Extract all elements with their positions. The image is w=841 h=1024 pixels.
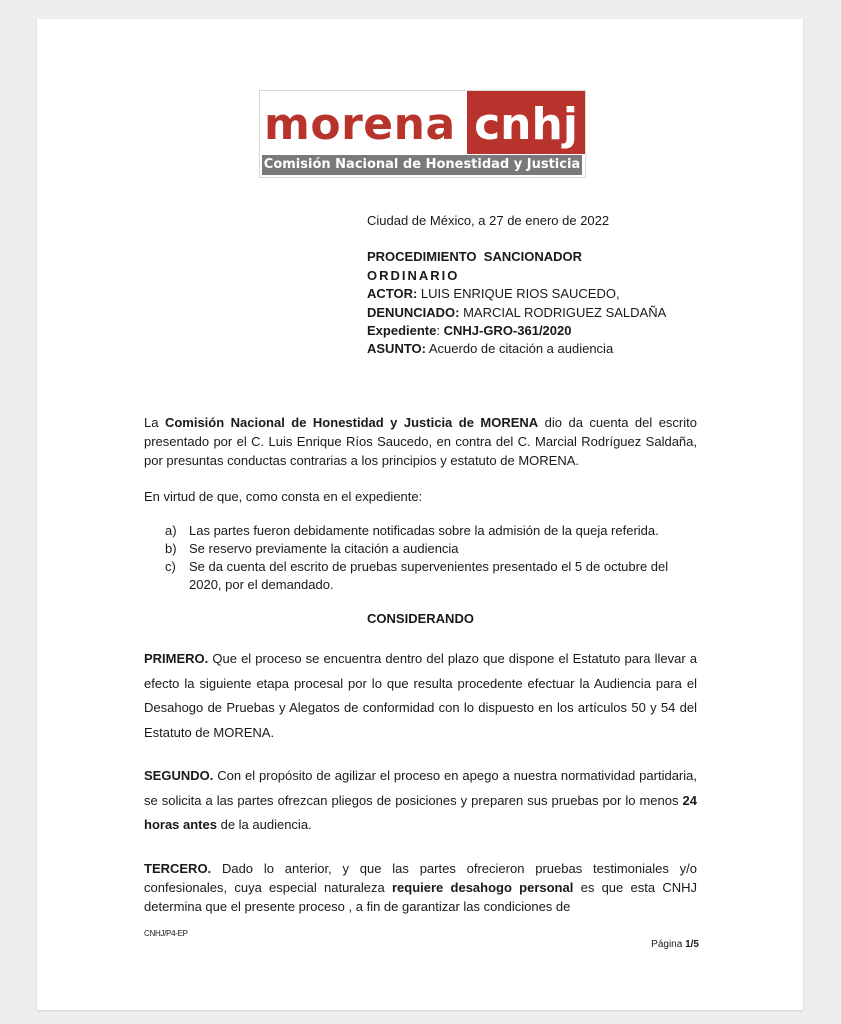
virtud-paragraph: En virtud de que, como consta en el expediente: [144, 489, 423, 504]
logo-word-cnhj: cnhj [474, 99, 578, 150]
intro-paragraph [144, 413, 697, 470]
intro-prefix: La [144, 415, 165, 430]
primero-paragraph [144, 647, 697, 745]
procedure-line-1: PROCEDIMIENTO SANCIONADOR [367, 249, 582, 265]
actor-label: ACTOR: [367, 286, 418, 302]
cnhj-logo [259, 90, 586, 178]
page-label: Página [651, 939, 686, 950]
list-text: Las partes fueron debidamente notificadas sobre la admisión de la queja referida. [189, 523, 659, 538]
list-item [165, 540, 697, 558]
asunto-line [367, 340, 666, 358]
expediente-value: CNHJ-GRO-361/2020 [443, 323, 572, 339]
denunciado-label: DENUNCIADO: [367, 304, 460, 320]
primero-label: PRIMERO. [144, 651, 209, 666]
tercero-text-1: Dado lo anterior, y que las partes ofrecieron pruebas testimoniales y/o confesionales, cuya especial naturaleza [144, 861, 697, 895]
segundo-label: SEGUNDO. [144, 768, 214, 783]
expediente-label: Expediente [367, 323, 437, 339]
segundo-bold: 24 horas antes [144, 792, 697, 832]
logo-word-morena: morena [264, 99, 456, 150]
intro-bold: Comisión Nacional de Honestidad y Justicia de MORENA [164, 415, 539, 430]
list-text: Se da cuenta del escrito de pruebas supervenientes presentado el 5 de octubre del 2020, por el demandado. [189, 559, 669, 592]
tercero-bold: requiere desahogo personal [391, 880, 574, 895]
list-text: Se reservo previamente la citación a audiencia [189, 541, 459, 556]
document-date: Ciudad de México, a 27 de enero de 2022 [367, 213, 610, 228]
segundo-text-1: Con el propósito de agilizar el proceso en apego a nuestra normatividad partidaria, se solicita a las partes ofrezcan pliegos de posiciones y preparen sus pruebas por lo menos [144, 768, 697, 808]
tercero-paragraph [144, 859, 697, 916]
logo-red-box [467, 91, 585, 154]
page-number [651, 939, 699, 950]
asunto-label: ASUNTO: [367, 341, 426, 357]
intro-rest: dio da cuenta del escrito presentado por el C. Luis Enrique Ríos Saucedo, en contra del C. Marcial Rodríguez Saldaña, por presuntas conductas contrarias a los principios y estatuto de MORENA. [144, 415, 697, 468]
case-header [367, 212, 666, 359]
list-item [165, 522, 697, 540]
list-marker: b) [165, 541, 177, 556]
list-marker: c) [165, 559, 176, 574]
denunciado-line [367, 304, 666, 322]
facts-list [165, 522, 697, 594]
tercero-text-2: es que esta CNHJ determina que el presente proceso , a fin de garantizar las condiciones de [144, 880, 697, 914]
asunto-value: Acuerdo de citación a audiencia [425, 341, 614, 357]
expediente-line [367, 322, 666, 340]
document-page [37, 19, 803, 1010]
segundo-paragraph [144, 764, 697, 838]
expediente-separator: : [436, 323, 444, 339]
tercero-label: TERCERO. [144, 861, 212, 876]
denunciado-value: MARCIAL RODRIGUEZ SALDAÑA [459, 304, 667, 320]
list-item [165, 558, 697, 594]
logo-subtitle-bar [262, 155, 582, 175]
primero-text: Que el proceso se encuentra dentro del plazo que dispone el Estatuto para llevar a efecto la siguiente etapa procesal por lo que resulta procedente efectuar la Audiencia para el Desahogo de Pruebas y Alegatos de conformidad con lo dispuesto en los artículos 50 y 54 del Estatuto de MORENA. [144, 651, 697, 740]
page-value: 1/5 [685, 939, 699, 950]
list-marker: a) [165, 523, 177, 538]
actor-line [367, 285, 666, 303]
segundo-text-2: de la audiencia. [216, 817, 312, 832]
procedure-line-2: ORDINARIO [367, 267, 460, 283]
logo-subtitle: Comisión Nacional de Honestidad y Justicia [263, 157, 581, 172]
actor-value: LUIS ENRIQUE RIOS SAUCEDO, [417, 286, 620, 302]
footer-code: CNHJ/P4-EP [144, 929, 188, 938]
considerando-heading: CONSIDERANDO [367, 611, 474, 626]
